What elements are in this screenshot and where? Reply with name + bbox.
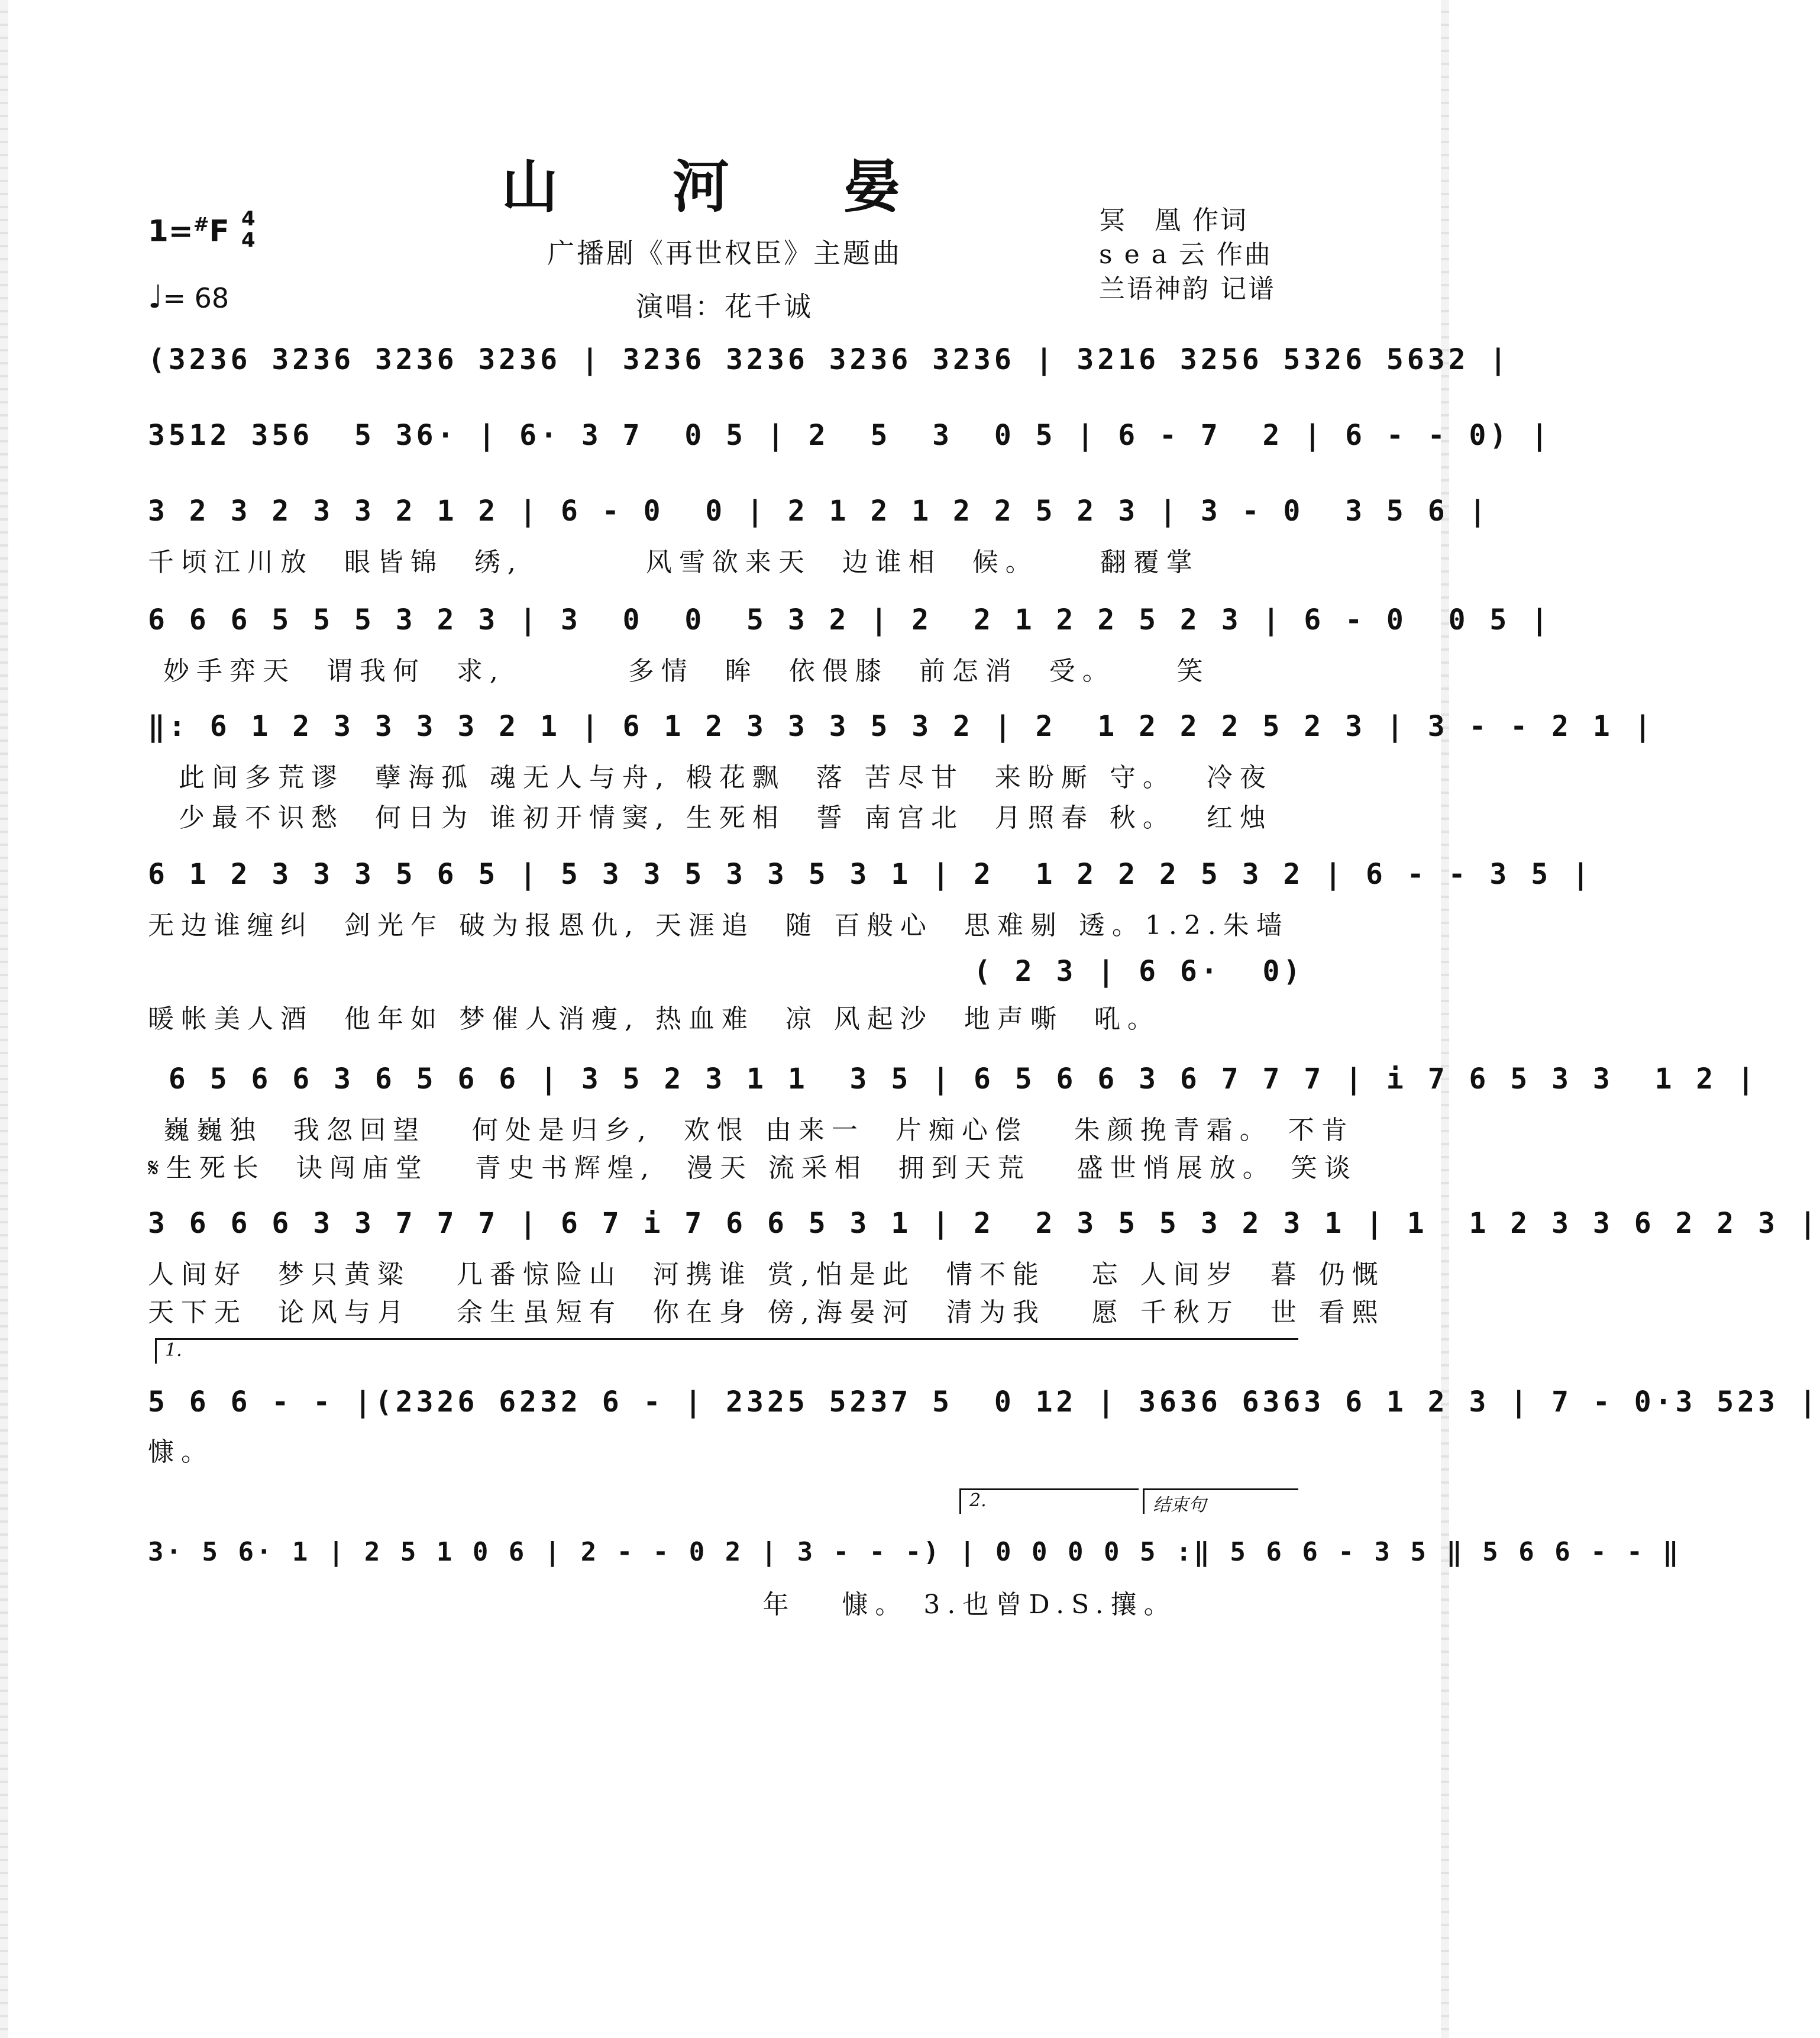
key-prefix: 1=: [148, 214, 193, 248]
tempo-value: = 68: [163, 282, 229, 314]
coda-bracket: 结束句: [1143, 1488, 1298, 1514]
song-title: 山 河 晏: [501, 153, 948, 220]
time-signature: [241, 208, 256, 251]
lyricist-credit: 冥 凰 作词: [1099, 205, 1248, 235]
notation-line: (3236 3236 3236 3236 | 3236 3236 3236 3236 | 3216 3256 5326 5632 |: [148, 343, 1511, 376]
notation-line: 6 6 6 5 5 5 3 2 3 | 3 0 0 5 3 2 | 2 2 1 2 2 5 2 3 | 6 - 0 0 5 |: [148, 603, 1552, 637]
credits: [1099, 204, 1276, 306]
notation-line: 5 6 6 - - |(2326 6232 6 - | 2325 5237 5 0 12 | 3636 6363 6 1 2 3 | 7 - 0·3 523 |: [148, 1385, 1820, 1419]
tempo-mark: [148, 278, 229, 315]
lyric-line: 𝄋生死长 诀闯庙堂 青史书辉煌, 漫天 流采相 拥到天荒 盛世悄展放。 笑谈: [148, 1153, 1357, 1183]
sharp-icon: #: [193, 213, 209, 235]
singer-line: 演唱：花千诚: [636, 290, 813, 322]
notation-line: ‖: 6 1 2 3 3 3 3 2 1 | 6 1 2 3 3 3 5 3 2 | 2 1 2 2 2 5 2 3 | 3 - - 2 1 |: [148, 710, 1655, 743]
lyric-line: 暖帐美人酒 他年如 梦催人消瘦, 热血难 凉 风起沙 地声嘶 吼。: [148, 1004, 1160, 1034]
notation-line: 6 5 6 6 3 6 5 6 6 | 3 5 2 3 1 1 3 5 | 6 5 6 6 3 6 7 7 7 | i 7 6 5 3 3 1 2 |: [148, 1062, 1758, 1096]
first-ending-bracket: 1.: [155, 1338, 1298, 1364]
transcriber-credit: 兰语神韵 记谱: [1099, 274, 1276, 304]
lyric-line: 千顷江川放 眼皆锦 绣, 风雪欲来天 边谁相 候。 翻覆掌: [148, 547, 1200, 577]
lyric-line: 此间多荒谬 孽海孤 魂无人与舟, 椴花飘 落 苦尽甘 来盼厮 守。 冷夜: [148, 763, 1273, 793]
notation-line: 3 6 6 6 3 3 7 7 7 | 6 7 i 7 6 6 5 3 1 | 2 2 3 5 5 3 2 3 1 | 1 1 2 3 3 6 2 2 3 |: [148, 1207, 1820, 1240]
key-signature: [148, 213, 229, 248]
time-signature-top: 4: [241, 207, 256, 231]
second-ending-bracket: 2.: [959, 1488, 1139, 1514]
notation-line: ( 2 3 | 6 6· 0): [148, 955, 1304, 988]
lyric-line: 慷。: [148, 1437, 214, 1467]
notation-line: 3512 356 5 36· | 6· 3 7 0 5 | 2 5 3 0 5 | 6 - 7 2 | 6 - - 0) |: [148, 419, 1552, 452]
lyric-line: 人间好 梦只黄粱 几番惊险山 河携谁 赏,怕是此 情不能 忘 人间岁 暮 仍慨: [148, 1259, 1385, 1290]
lyric-line: 无边谁缠纠 剑光乍 破为报恩仇, 天涯追 随 百般心 思难剔 透。1.2.朱墙: [148, 910, 1289, 941]
notation-line: 3 2 3 2 3 3 2 1 2 | 6 - 0 0 | 2 1 2 1 2 2 5 2 3 | 3 - 0 3 5 6 |: [148, 495, 1490, 528]
quarter-note-icon: ♩: [148, 278, 163, 315]
lyric-line: 巍巍独 我忽回望 何处是归乡, 欢恨 由来一 片痴心偿 朱颜挽青霜。 不肯: [148, 1115, 1355, 1145]
composer-credit: s e a 云 作曲: [1099, 240, 1272, 270]
song-subtitle: 广播剧《再世权臣》主题曲: [547, 237, 902, 269]
notation-line: 6 1 2 3 3 3 5 6 5 | 5 3 3 5 3 3 5 3 1 | 2 1 2 2 2 5 3 2 | 6 - - 3 5 |: [148, 858, 1593, 891]
lyric-line: 年 慷。 3.也曾D.S.攘。: [148, 1590, 1177, 1620]
lyric-line: 天下无 论风与月 余生虽短有 你在身 傍,海晏河 清为我 愿 千秋万 世 看熙: [148, 1297, 1385, 1328]
time-signature-bottom: 4: [241, 228, 256, 252]
lyric-line: 妙手弈天 谓我何 求, 多情 眸 依偎膝 前怎消 受。 笑: [148, 656, 1210, 686]
lyric-line: 少最不识愁 何日为 谁初开情窦, 生死相 誓 南宫北 月照春 秋。 红烛: [148, 803, 1273, 833]
notation-line: 3· 5 6· 1 | 2 5 1 0 6 | 2 - - 0 2 | 3 - - -) | 0 0 0 0 5 :‖ 5 6 6 - 3 5 ‖ 5 6 6 - - ‖: [148, 1537, 1681, 1567]
key-note: F: [209, 214, 229, 248]
